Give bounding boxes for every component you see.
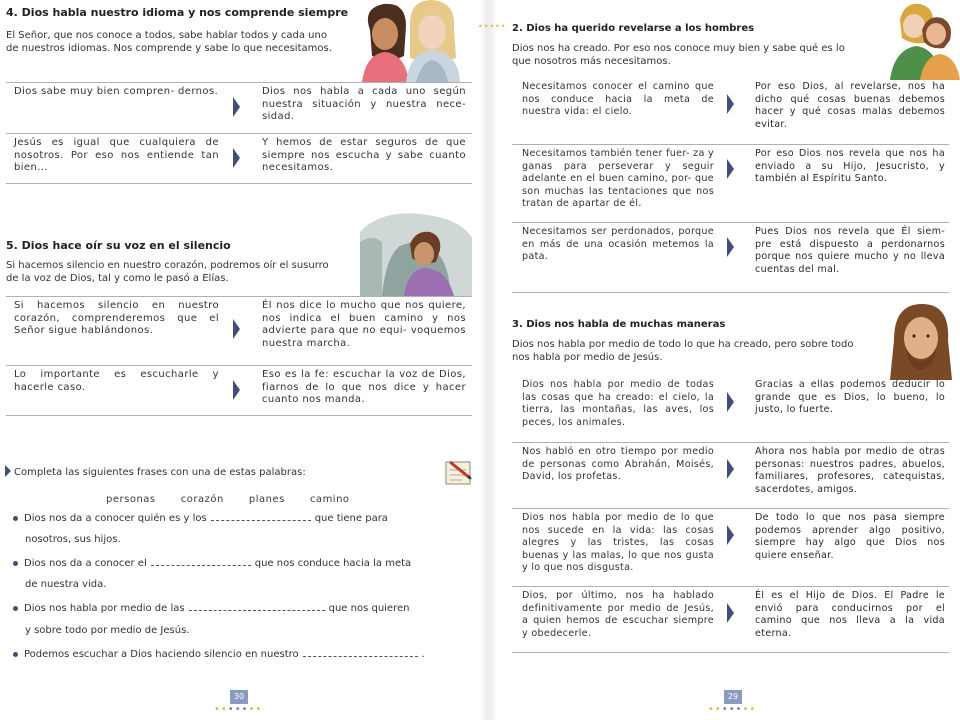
table-cell-right: De todo lo que nos pasa siempre podemos aprender algo positivo, siempre hay algo que Dios nos quiere enseñar.: [755, 512, 945, 561]
exercise-item-2-cont: de nuestra vida.: [25, 579, 107, 590]
word-bank: [106, 487, 370, 506]
table-cell-left: Necesitamos ser perdonados, porque en más de una ocasión metemos la pata.: [522, 226, 714, 262]
table-cell-right: Y hemos de estar seguros de que siempre nos escucha y sabe cuanto necesitamos.: [262, 137, 466, 173]
arrow-right-icon: [727, 603, 734, 623]
page-number-right: 29: [724, 690, 742, 704]
arrow-right-icon: [727, 392, 734, 412]
arrow-right-icon: [727, 525, 734, 545]
exercise-text: Podemos escuchar a Dios haciendo silencio en nuestro: [24, 649, 299, 660]
exercise-item-4: [13, 648, 425, 660]
section-2-intro: Dios nos ha creado. Por eso nos conoce muy bien y sabe qué es lo que nosotros más necesitamos.: [512, 43, 845, 67]
exercise-item-1-cont: nosotros, sus hijos.: [25, 534, 121, 545]
exercise-text: Dios nos habla por medio de las: [24, 603, 185, 614]
table-cell-right: Gracias a ellas podemos deducir lo grande que es Dios, lo bueno, lo justo, lo fuerte.: [755, 379, 945, 415]
section-2-table: [512, 78, 949, 293]
exercise-item-1: [13, 512, 388, 524]
arrow-right-icon: [727, 459, 734, 479]
answer-blank[interactable]: [211, 512, 311, 521]
section-4-title: 4. Dios habla nuestro idioma y nos comprende siempre: [6, 6, 349, 19]
arrow-right-icon: [727, 237, 734, 257]
table-cell-left: Dios nos habla por medio de lo que nos sucede en la vida: las cosas alegres y las tristes, las cosas buenas y las malas, lo que nos gusta y lo que nos disgusta.: [522, 512, 714, 573]
table-cell-left: Dios nos habla por medio de todas las cosas que ha creado: el cielo, la tierra, las montañas, las aves, los peces, los animales.: [522, 379, 714, 428]
word-bank-item: camino: [309, 494, 350, 505]
table-row: [6, 133, 472, 183]
page-fold: [480, 0, 498, 720]
page-dots-right: •••••••: [708, 704, 757, 715]
arrow-right-icon: [727, 159, 734, 179]
table-row: [512, 144, 949, 222]
page-number-left: 30: [230, 690, 248, 704]
table-row: [512, 442, 949, 508]
word-bank-item: personas: [106, 494, 156, 505]
arrow-right-icon: [233, 380, 240, 400]
table-row: [6, 83, 472, 133]
two-girls-illustration: [340, 0, 470, 82]
table-row: [512, 508, 949, 586]
exercise-instruction: Completa las siguientes frases con una de estas palabras:: [14, 467, 306, 478]
answer-blank[interactable]: [151, 557, 251, 566]
word-bank-item: corazón: [180, 494, 224, 505]
exercise-text: .: [421, 649, 425, 660]
exercise-item-3-cont: y sobre todo por medio de Jesús.: [25, 625, 190, 636]
table-cell-right: Él es el Hijo de Dios. El Padre le envió para conducirnos por el camino que nos lleva a la vida eterna.: [755, 590, 945, 639]
exercise-text: Dios nos da a conocer el: [24, 558, 147, 569]
table-cell-left: Nos habló en otro tiempo por medio de personas como Abrahán, Moisés, David, los profetas.: [522, 446, 714, 482]
table-cell-left: Dios, por último, nos ha hablado definitivamente por medio de Jesús, a quien hemos de escuchar siempre y obedecerle.: [522, 590, 714, 639]
section-5-table: [6, 296, 472, 416]
table-row: [512, 376, 949, 442]
table-row: [6, 365, 472, 415]
elijah-cave-illustration: [360, 212, 472, 296]
answer-blank[interactable]: [303, 648, 418, 657]
bullet-icon: [13, 561, 18, 566]
section-4-intro: El Señor, que nos conoce a todos, sabe hablar todos y cada uno de nuestros idiomas. Nos comprende y sabe lo que necesitamos.: [6, 30, 332, 54]
table-cell-right: Por eso Dios nos revela que nos ha enviado a su Hijo, Jesucristo, y también al Espíritu Santo.: [755, 148, 945, 184]
table-row: [6, 297, 472, 365]
table-cell-left: Necesitamos conocer el camino que nos conduce hacia la meta de nuestra vida: el cielo.: [522, 81, 714, 117]
table-cell-left: Si hacemos silencio en nuestro corazón, comprenderemos que el Señor sigue hablándonos.: [14, 300, 219, 336]
arrow-right-icon: [233, 148, 240, 168]
table-cell-left: Lo importante es escucharle y hacerle caso.: [14, 369, 219, 393]
arrow-right-icon: [727, 94, 734, 114]
table-cell-right: Ahora nos habla por medio de otras personas: nuestros padres, abuelos, familiares, profesores, catequistas, sacerdotes, amigos.: [755, 446, 945, 495]
arrow-right-icon: [233, 97, 240, 117]
exercise-item-2: [13, 557, 411, 569]
section-3-intro: Dios nos habla por medio de todo lo que ha creado, pero sobre todo nos habla por medio de Jesús.: [512, 339, 854, 363]
exercise-arrow-icon: [5, 465, 11, 477]
mother-child-illustration: [880, 0, 960, 80]
title-dots: •••••: [478, 22, 507, 31]
section-3-table: [512, 376, 949, 653]
table-cell-right: Dios nos habla a cada uno según nuestra situación y nuestra nece- sidad.: [262, 86, 466, 122]
table-row: [512, 222, 949, 292]
word-bank-item: planes: [248, 494, 285, 505]
table-cell-right: Pues Dios nos revela que Él siem- pre está dispuesto a perdonarnos porque nos quiere mucho y no lleva cuentas del mal.: [755, 226, 945, 275]
table-cell-right: Él nos dice lo mucho que nos quiere, nos indica el buen camino y nos advierte para que no equi- voquemos nuestra marcha.: [262, 300, 466, 349]
bullet-icon: [13, 652, 18, 657]
section-5-title: 5. Dios hace oír su voz en el silencio: [6, 239, 231, 252]
table-cell-right: Eso es la fe: escuchar la voz de Dios, fiarnos de lo que nos dice y hacer cuanto nos manda.: [262, 369, 466, 405]
exercise-text: que nos conduce hacia la meta: [254, 558, 412, 569]
bullet-icon: [13, 516, 18, 521]
table-cell-left: Dios sabe muy bien compren- dernos.: [14, 86, 219, 97]
section-3-title: 3. Dios nos habla de muchas maneras: [512, 319, 726, 330]
table-row: [512, 78, 949, 144]
table-cell-right: Por eso Dios, al revelarse, nos ha dicho qué cosas buenas debemos hacer y qué cosas malas debemos evitar.: [755, 81, 945, 130]
answer-blank[interactable]: [189, 602, 325, 611]
section-2-title: 2. Dios ha querido revelarse a los hombres: [512, 23, 755, 34]
table-cell-left: Jesús es igual que cualquiera de nosotros. Por eso nos entiende tan bien...: [14, 137, 219, 173]
table-row: [512, 586, 949, 652]
exercise-text: Dios nos da a conocer quién es y los: [24, 513, 207, 524]
pencil-paper-icon: [444, 458, 474, 486]
page-dots-left: •••••••: [214, 704, 263, 715]
arrow-right-icon: [233, 319, 240, 339]
section-4-table: [6, 82, 472, 184]
table-cell-left: Necesitamos también tener fuer- za y ganas para perseverar y seguir adelante en el buen camino, por- que son muchas las tentaciones que nos tratan de apartar de él.: [522, 148, 714, 209]
bullet-icon: [13, 606, 18, 611]
section-5-intro: Si hacemos silencio en nuestro corazón, podremos oír el susurro de la voz de Dios, tal y como le pasó a Elías.: [6, 260, 329, 284]
jesus-face-illustration: [880, 300, 960, 380]
exercise-text: que tiene para: [314, 513, 388, 524]
exercise-item-3: [13, 602, 409, 614]
exercise-text: que nos quieren: [328, 603, 410, 614]
